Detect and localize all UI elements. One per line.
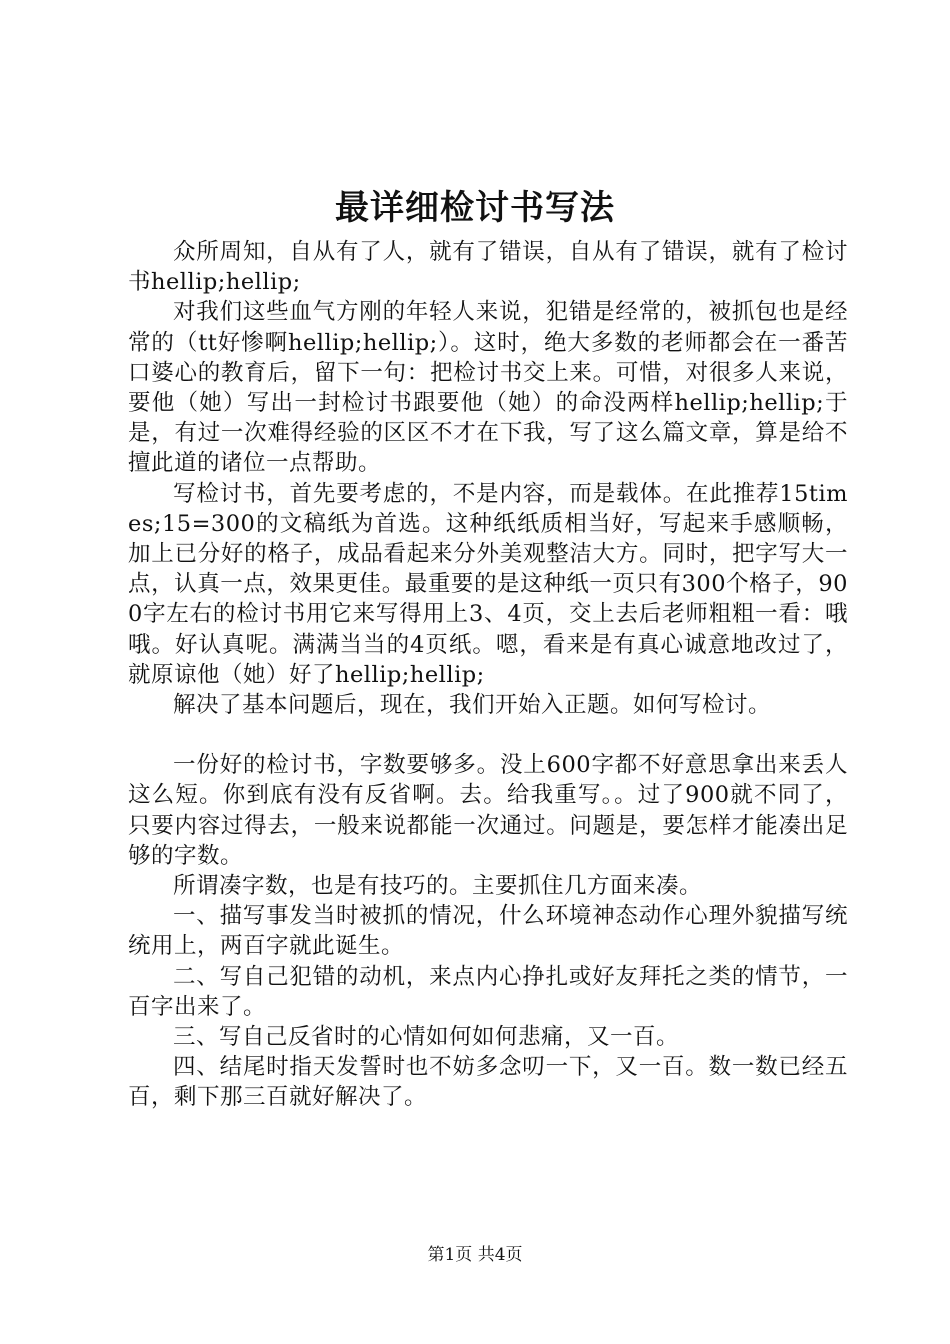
paragraph: 二、写自己犯错的动机，来点内心挣扎或好友拜托之类的情节，一百字出来了。 (128, 963, 848, 1020)
paragraph: 解决了基本问题后，现在，我们开始入正题。如何写检讨。 (173, 692, 772, 719)
paragraph: 写检讨书，首先要考虑的，不是内容，而是载体。在此推荐15times;15=300的文稿纸为首选。这种纸纸质相当好，写起来手感顺畅，加上已分好的格子，成品看起来分外美观整洁大方。同时，把字写大一点，认真一点，效果更佳。最重要的是这种纸一页只有300个格子，900字左右的检讨书用它来写得用上3、4页，交上去后老师粗粗一看：哦哦。好认真呢。满满当当的4页纸。嗯，看来是有真心诚意地改过了，就原谅他（她）好了hellip;hellip; (128, 480, 848, 688)
paragraph: 一份好的检讨书，字数要够多。没上600字都不好意思拿出来丢人这么短。你到底有没有反省啊。去。给我重写。。过了900就不同了，只要内容过得去，一般来说都能一次通过。问题是，要怎样才能凑出足够的字数。 (128, 752, 848, 869)
paragraph-spacer (128, 720, 848, 750)
document-title: 最详细检讨书写法 (335, 188, 615, 228)
paragraph: 四、结尾时指天发誓时也不妨多念叨一下，又一百。数一数已经五百，剩下那三百就好解决了。 (128, 1054, 848, 1111)
paragraph: 众所周知，自从有了人，就有了错误，自从有了错误，就有了检讨书hellip;hellip; (128, 239, 848, 296)
paragraph: 一、描写事发当时被抓的情况，什么环境神态动作心理外貌描写统统用上，两百字就此诞生。 (128, 903, 848, 960)
paragraph: 对我们这些血气方刚的年轻人来说，犯错是经常的，被抓包也是经常的（tt好惨啊hellip;hellip;）。这时，绝大多数的老师都会在一番苦口婆心的教育后，留下一句：把检讨书交上来。可惜，对很多人来说，要他（她）写出一封检讨书跟要他（她）的命没两样hellip;hellip;于是，有过一次难得经验的区区不才在下我，写了这么篇文章，算是给不擅此道的诸位一点帮助。 (128, 299, 848, 477)
paragraph: 所谓凑字数，也是有技巧的。主要抓住几方面来凑。 (173, 873, 703, 900)
paragraph: 三、写自己反省时的心情如何如何悲痛，又一百。 (173, 1024, 680, 1051)
page-footer: 第1页 共4页 (427, 1245, 523, 1265)
document-body (128, 237, 848, 1113)
